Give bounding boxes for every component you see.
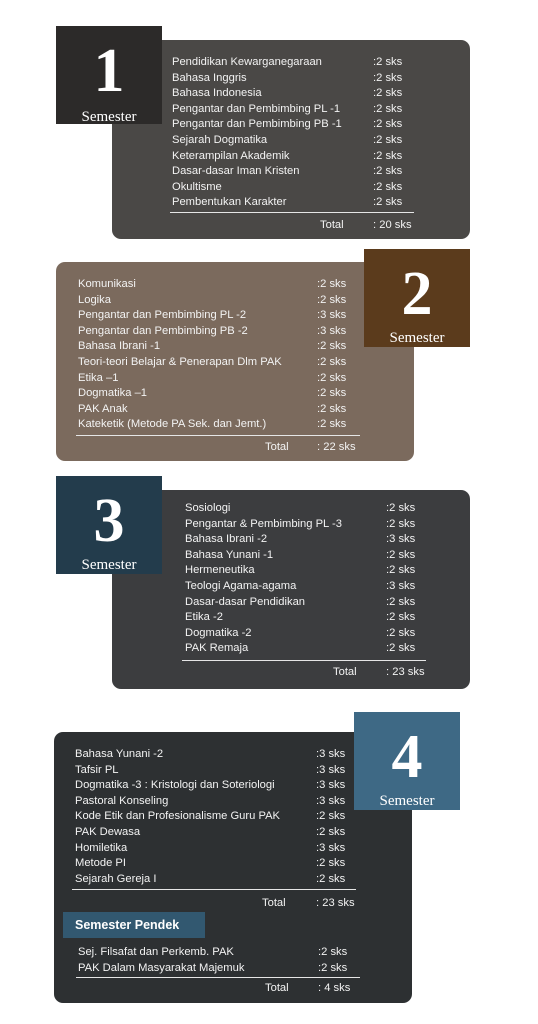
total-divider xyxy=(76,435,360,436)
total-value: : 23 sks xyxy=(386,666,425,678)
course-name: Teologi Agama-agama xyxy=(185,580,297,592)
semester-4-badge xyxy=(354,712,460,810)
course-sks: :2 sks xyxy=(373,87,403,100)
course-sks: :2 sks xyxy=(317,340,347,353)
course-row xyxy=(172,117,403,133)
course-sks: :3 sks xyxy=(316,763,346,776)
total-value: : 23 sks xyxy=(316,897,355,909)
course-row xyxy=(185,532,416,548)
semester-4-label: Semester xyxy=(379,793,435,809)
course-name: Dasar-dasar Iman Kristen xyxy=(172,165,300,178)
course-name: Bahasa Indonesia xyxy=(172,87,262,100)
course-sks: :2 sks xyxy=(386,517,416,530)
course-name: PAK Remaja xyxy=(185,642,249,655)
course-name: Pengantar dan Pembimbing PL -2 xyxy=(78,309,247,322)
course-row xyxy=(78,293,347,309)
total-label: Total xyxy=(320,219,344,231)
course-sks: :2 sks xyxy=(317,387,347,400)
course-row xyxy=(172,133,403,149)
course-sks: :3 sks xyxy=(316,841,346,854)
course-sks: :3 sks xyxy=(316,748,346,760)
course-row xyxy=(78,386,347,402)
course-row xyxy=(78,945,348,961)
total-value: : 20 sks xyxy=(373,219,412,231)
course-name: Kateketik (Metode PA Sek. dan Jemt.) xyxy=(78,418,267,431)
total-row xyxy=(320,219,412,231)
course-name: Sej. Filsafat dan Perkemb. PAK xyxy=(78,946,234,958)
course-row xyxy=(75,809,346,825)
course-row xyxy=(78,402,347,418)
course-name: Etika -2 xyxy=(185,611,223,624)
course-row xyxy=(185,517,416,533)
course-row xyxy=(75,841,346,857)
course-name: Sosiologi xyxy=(185,502,231,514)
total-label: Total xyxy=(333,666,357,678)
course-name: Etika –1 xyxy=(78,371,119,384)
semester-2-number: 2 xyxy=(401,260,433,328)
course-row xyxy=(185,595,416,611)
course-row xyxy=(172,149,403,165)
course-row xyxy=(78,308,347,324)
course-sks: :3 sks xyxy=(317,324,347,337)
course-row xyxy=(78,371,347,387)
course-sks: :2 sks xyxy=(317,278,347,290)
course-sks: :3 sks xyxy=(386,533,416,546)
course-row xyxy=(75,778,346,794)
course-sks: :3 sks xyxy=(386,580,416,592)
semester-3-label: Semester xyxy=(81,557,137,573)
semester-3-badge xyxy=(56,476,162,574)
course-sks: :2 sks xyxy=(386,611,416,624)
course-row xyxy=(185,626,416,642)
course-name: Tafsir PL xyxy=(75,763,119,776)
course-name: Pastoral Konseling xyxy=(75,794,169,807)
course-sks: :2 sks xyxy=(317,371,347,384)
course-sks: :2 sks xyxy=(373,56,403,68)
course-name: Dasar-dasar Pendidikan xyxy=(185,595,306,608)
course-sks: :2 sks xyxy=(373,165,403,178)
course-sks: :2 sks xyxy=(317,402,347,415)
course-name: Sejarah Gereja I xyxy=(75,872,157,885)
course-name: Pengantar & Pembimbing PL -3 xyxy=(185,517,342,530)
total-row xyxy=(265,982,351,994)
course-sks: :2 sks xyxy=(373,196,403,209)
course-sks: :2 sks xyxy=(373,149,403,162)
course-row xyxy=(78,417,347,433)
total-divider xyxy=(182,660,426,661)
course-sks: :2 sks xyxy=(373,118,403,131)
total-row xyxy=(333,666,425,678)
course-name: PAK Dalam Masyarakat Majemuk xyxy=(78,961,245,974)
course-sks: :2 sks xyxy=(317,356,347,368)
course-row xyxy=(185,579,416,595)
course-row xyxy=(185,548,416,564)
course-name: Sejarah Dogmatika xyxy=(172,134,268,146)
total-row xyxy=(265,441,356,453)
course-row xyxy=(172,102,403,118)
course-row xyxy=(172,195,403,211)
course-name: Bahasa Inggris xyxy=(172,71,247,84)
total-label: Total xyxy=(262,897,286,909)
course-name: Keterampilan Akademik xyxy=(172,149,290,162)
total-label: Total xyxy=(265,982,289,994)
semester-1-badge xyxy=(56,26,162,124)
course-name: Logika xyxy=(78,293,111,306)
course-sks: :2 sks xyxy=(386,595,416,608)
course-name: Kode Etik dan Profesionalisme Guru PAK xyxy=(75,810,281,823)
course-name: Dogmatika -3 : Kristologi dan Soteriologi xyxy=(75,779,275,792)
course-name: Teori-teori Belajar & Penerapan Dlm PAK xyxy=(78,356,282,368)
course-sks: :2 sks xyxy=(386,626,416,639)
course-row xyxy=(75,825,346,841)
course-row xyxy=(75,872,346,888)
course-row xyxy=(75,747,346,763)
course-sks: :2 sks xyxy=(386,502,416,514)
course-name: Pengantar dan Pembimbing PB -1 xyxy=(172,118,342,131)
course-sks: :2 sks xyxy=(316,826,346,838)
course-row xyxy=(78,961,348,977)
course-name: Dogmatika –1 xyxy=(78,387,148,400)
course-name: Pembentukan Karakter xyxy=(172,196,287,209)
course-row xyxy=(78,324,347,340)
course-name: Bahasa Yunani -2 xyxy=(75,748,164,760)
course-sks: :3 sks xyxy=(316,794,346,807)
total-row xyxy=(262,897,355,909)
course-sks: :2 sks xyxy=(317,293,347,306)
course-row xyxy=(185,563,416,579)
total-divider xyxy=(72,889,356,890)
semester-1-label: Semester xyxy=(81,109,137,125)
course-name: Bahasa Yunani -1 xyxy=(185,548,274,561)
course-row xyxy=(185,501,416,517)
course-name: Pengantar dan Pembimbing PL -1 xyxy=(172,102,341,115)
course-row xyxy=(172,55,403,71)
course-row xyxy=(172,86,403,102)
course-name: Pendidikan Kewarganegaraan xyxy=(172,56,322,68)
course-name: Pengantar dan Pembimbing PB -2 xyxy=(78,324,248,337)
course-name: Dogmatika -2 xyxy=(185,626,252,639)
course-name: Homiletika xyxy=(75,841,128,854)
course-row xyxy=(78,277,347,293)
course-sks: :2 sks xyxy=(386,548,416,561)
course-sks: :2 sks xyxy=(373,71,403,84)
course-row xyxy=(78,355,347,371)
course-sks: :2 sks xyxy=(373,180,403,193)
course-row xyxy=(78,339,347,355)
course-name: PAK Anak xyxy=(78,402,128,415)
semester-4-number: 4 xyxy=(391,723,423,791)
course-name: PAK Dewasa xyxy=(75,826,141,838)
course-sks: :2 sks xyxy=(317,418,347,431)
semester-3-number: 3 xyxy=(93,487,125,555)
course-row xyxy=(172,180,403,196)
course-sks: :2 sks xyxy=(386,564,416,577)
total-value: : 22 sks xyxy=(317,441,356,453)
course-sks: :2 sks xyxy=(318,946,348,958)
course-row xyxy=(185,610,416,626)
total-divider xyxy=(76,977,360,978)
course-sks: :2 sks xyxy=(373,102,403,115)
semester-1-number: 1 xyxy=(93,37,125,105)
total-divider xyxy=(170,212,414,213)
course-name: Bahasa Ibrani -2 xyxy=(185,533,268,546)
course-sks: :2 sks xyxy=(386,642,416,655)
course-name: Metode PI xyxy=(75,857,126,870)
course-row xyxy=(75,856,346,872)
course-name: Bahasa Ibrani -1 xyxy=(78,340,161,353)
course-name: Hermeneutika xyxy=(185,564,255,577)
course-name: Komunikasi xyxy=(78,278,136,290)
total-value: : 4 sks xyxy=(318,982,351,994)
course-row xyxy=(75,794,346,810)
course-sks: :3 sks xyxy=(316,779,346,792)
total-label: Total xyxy=(265,441,289,453)
course-sks: :2 sks xyxy=(373,134,403,146)
course-sks: :2 sks xyxy=(316,857,346,870)
course-row xyxy=(185,641,416,657)
course-row xyxy=(75,763,346,779)
course-sks: :2 sks xyxy=(318,961,348,974)
course-row xyxy=(172,71,403,87)
course-sks: :2 sks xyxy=(316,810,346,823)
course-name: Okultisme xyxy=(172,180,222,193)
semester-pendek-header: Semester Pendek xyxy=(63,912,205,938)
semester-2-label: Semester xyxy=(389,330,445,346)
semester-2-badge xyxy=(364,249,470,347)
course-sks: :2 sks xyxy=(316,872,346,885)
course-row xyxy=(172,164,403,180)
course-sks: :3 sks xyxy=(317,309,347,322)
